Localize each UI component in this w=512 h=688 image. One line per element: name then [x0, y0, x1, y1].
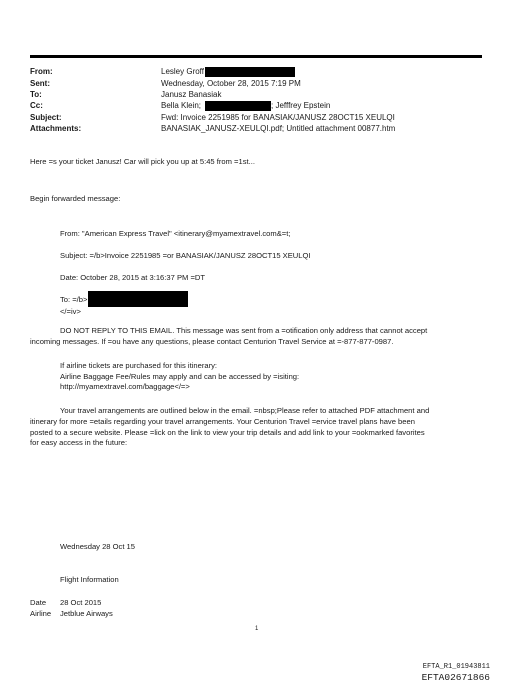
flight-date-label: Date	[30, 598, 47, 607]
forwarded-heading: Begin forwarded message:	[30, 194, 121, 203]
forwarded-from: From: "American Express Travel" <itinerary@myamextravel.com&=t;	[60, 229, 291, 238]
forwarded-date: Date: October 28, 2015 at 3:16:37 PM =DT	[60, 273, 205, 282]
to-value: Janusz Banasiak	[161, 90, 222, 99]
travel-arrangements-first	[60, 406, 429, 417]
baggage-link[interactable]: http://myamextravel.com/baggage</=>	[60, 382, 190, 391]
no-reply-line: incoming messages. If =ou have any questions, please contact Centurion Travel Service at =-877-877-0987.	[30, 337, 394, 346]
flight-date-value: 28 Oct 2015	[60, 598, 102, 607]
itinerary-date-heading: Wednesday 28 Oct 15	[60, 542, 135, 551]
to-label: To:	[30, 90, 42, 99]
subject-value: Fwd: Invoice 2251985 for BANASIAK/JANUSZ 28OCT15 XEULQI	[161, 113, 395, 122]
no-reply-notice-cont	[30, 337, 393, 348]
redaction-block	[88, 291, 188, 307]
airline-line: If airline tickets are purchased for this itinerary:	[60, 361, 218, 370]
no-reply-line: DO NOT REPLY TO THIS EMAIL. This message was sent from a =otification only address that cannot accept	[60, 326, 428, 335]
forwarded-subject: Subject: =/b>Invoice 2251985 =or BANASIAK/JANUSZ 28OCT15 XEULQI	[60, 251, 311, 260]
cc-name-1: Bella Klein;	[161, 101, 202, 110]
no-reply-notice	[60, 326, 427, 337]
page-number: 1	[255, 626, 259, 632]
cc-value	[161, 101, 330, 111]
travel-arrangements-rest	[30, 417, 425, 449]
arrangements-line: for easy access in the future:	[30, 438, 128, 447]
bates-stamp-large: EFTA02671866	[421, 672, 490, 683]
from-name: Lesley Groff	[161, 67, 204, 76]
attachments-label: Attachments:	[30, 124, 82, 133]
from-label: From:	[30, 67, 53, 76]
forwarded-to	[60, 295, 188, 307]
arrangements-line: posted to a secure website. Please =lick on the link to view your trip details and add link to your =ookmarked favorites	[30, 427, 425, 437]
flight-info-heading: Flight Information	[60, 575, 119, 584]
subject-label: Subject:	[30, 113, 62, 122]
sent-value: Wednesday, October 28, 2015 7:19 PM	[161, 79, 301, 88]
flight-airline-value: Jetblue Airways	[60, 609, 113, 618]
arrangements-line: Your travel arrangements are outlined below in the email. =nbsp;Please refer to attached PDF attachment and	[60, 406, 430, 415]
header-rule	[30, 55, 482, 58]
intro-line: Here =s your ticket Janusz! Car will pick you up at 5:45 from =1st...	[30, 157, 255, 166]
redaction-block	[205, 101, 271, 111]
cc-label: Cc:	[30, 101, 43, 110]
forwarded-div-tag: </=iv>	[60, 307, 81, 316]
cc-name-2: ; Jefffrey Epstein	[271, 101, 331, 110]
from-value	[161, 67, 295, 77]
attachments-value: BANASIAK_JANUSZ-XEULQI.pdf; Untitled attachment 00877.htm	[161, 124, 396, 133]
redaction-block	[205, 67, 295, 77]
bates-stamp-small: EFTA_R1_01943811	[422, 663, 490, 671]
airline-baggage-block	[60, 361, 299, 393]
sent-label: Sent:	[30, 79, 50, 88]
arrangements-line: itinerary for more =etails regarding your travel arrangements. Your Centurion Travel =ervice travel plans have been	[30, 417, 415, 426]
airline-line: Airline Baggage Fee/Rules may apply and can be accessed by =isiting:	[60, 371, 300, 381]
flight-airline-label: Airline	[30, 609, 52, 618]
forwarded-to-label: To: =/b>	[60, 295, 88, 304]
